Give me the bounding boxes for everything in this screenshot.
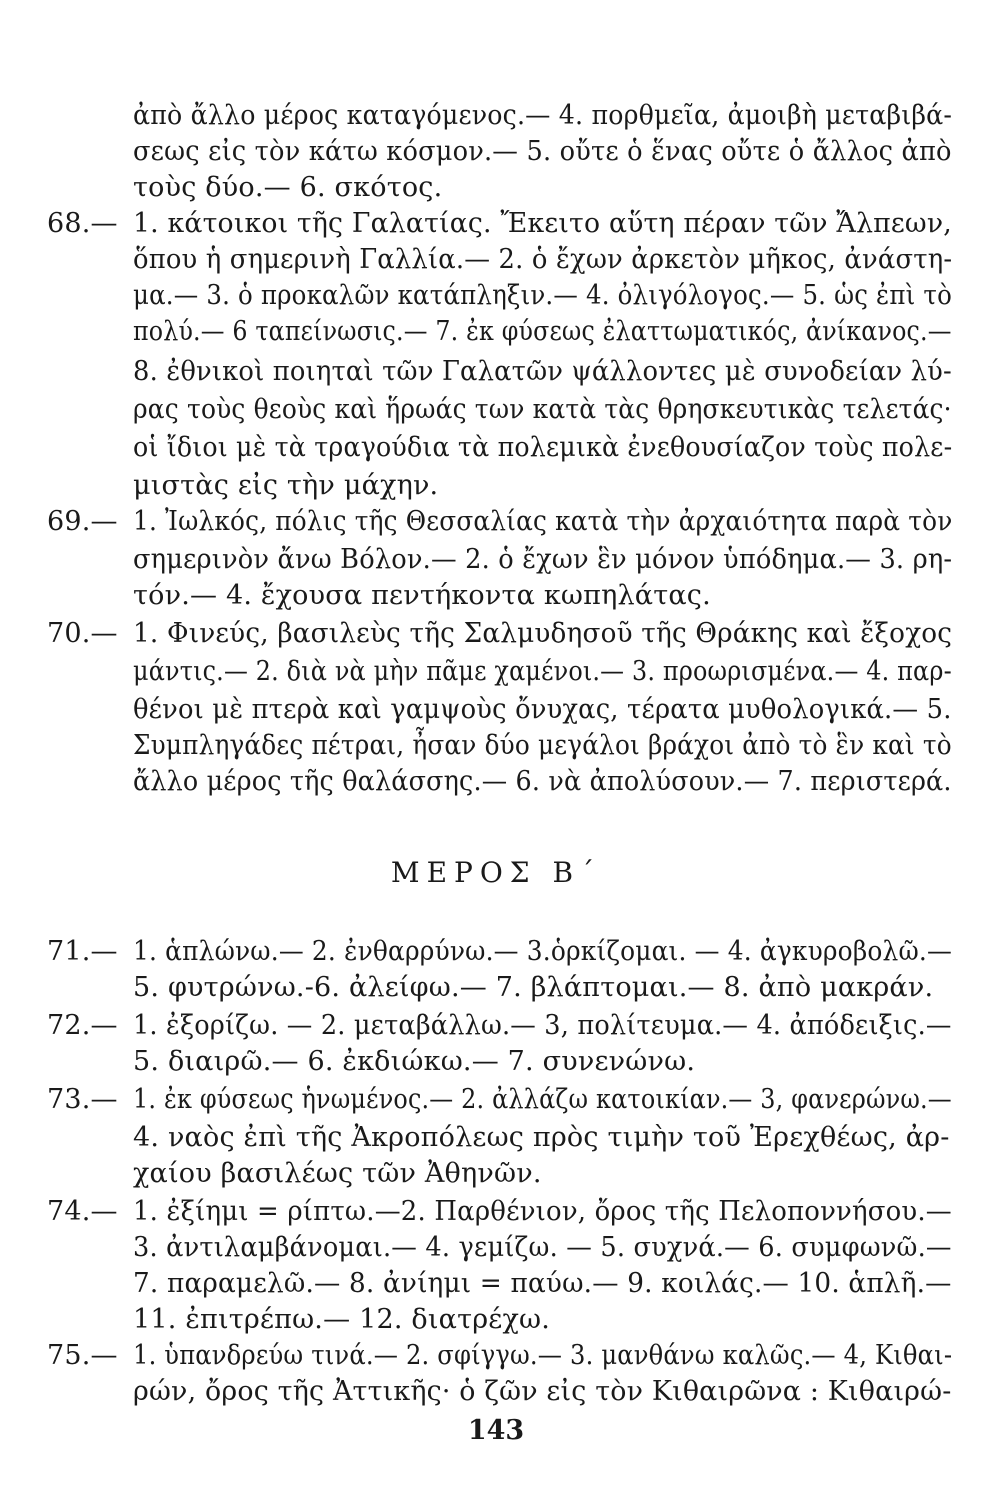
line-text: 1. κάτοικοι τῆς Γαλατίας. Ἔκειτο αὕτη πέραν τῶν Ἄλπεων, bbox=[133, 208, 952, 239]
line-text: θένοι μὲ πτερὰ καὶ γαμψοὺς ὄνυχας, τέρατα μυθολογικά.— 5. bbox=[133, 694, 952, 725]
entry-number: 70.— bbox=[47, 618, 118, 649]
line-text: 5. διαιρῶ.— 6. ἐκδιώκω.— 7. συνενώνω. bbox=[133, 1046, 696, 1077]
line-text: ἄλλο μέρος τῆς θαλάσσης.— 6. νὰ ἀπολύσουν.— 7. περιστερά. bbox=[133, 766, 952, 797]
line-text: τόν.— 4. ἔχουσα πεντήκοντα κωπηλάτας. bbox=[133, 580, 711, 611]
line-text: 1. ἐκ φύσεως ἡνωμένος.— 2. ἀλλάζω κατοικίαν.— 3, φανερώνω.— bbox=[133, 1084, 952, 1115]
line-text: 8. ἐθνικοὶ ποιηταὶ τῶν Γαλατῶν ψάλλοντες μὲ συνοδείαν λύ- bbox=[133, 356, 952, 387]
page-number: 143 bbox=[467, 1415, 525, 1446]
line-text: 1. ἁπλώνω.— 2. ἐνθαρρύνω.— 3.ὁρκίζομαι. — 4. ἀγκυροβολῶ.— bbox=[133, 936, 952, 967]
entry-number: 69.— bbox=[47, 506, 118, 537]
entry-number: 73.— bbox=[47, 1084, 118, 1115]
entry-number: 72.— bbox=[47, 1010, 118, 1041]
line-text: 5. φυτρώνω.-6. ἀλείφω.— 7. βλάπτομαι.— 8. ἀπὸ μακράν. bbox=[133, 972, 934, 1003]
entry-number: 75.— bbox=[47, 1340, 118, 1371]
line-text: ρών, ὄρος τῆς Ἀττικῆς· ὁ ζῶν εἰς τὸν Κιθαιρῶνα : Κιθαιρώ- bbox=[133, 1376, 952, 1407]
line-text: 1. ὑπανδρεύω τινά.— 2. σφίγγω.— 3. μανθάνω καλῶς.— 4, Κιθαι- bbox=[133, 1340, 953, 1371]
line-text: πολύ.— 6 ταπείνωσις.— 7. ἐκ φύσεως ἐλαττωματικός, ἀνίκανος.— bbox=[133, 316, 952, 347]
line-text: χαίου βασιλέως τῶν Ἀθηνῶν. bbox=[133, 1158, 542, 1189]
line-text: σεως εἰς τὸν κάτω κόσμον.— 5. οὔτε ὁ ἕνας οὔτε ὁ ἄλλος ἀπὸ bbox=[133, 136, 952, 167]
entry-number: 71.— bbox=[47, 936, 118, 967]
line-text: 4. ναὸς ἐπὶ τῆς Ἀκροπόλεως πρὸς τιμὴν τοῦ Ἐρεχθέως, ἀρ- bbox=[133, 1122, 950, 1153]
line-text: 7. παραμελῶ.— 8. ἀνίημι = παύω.— 9. κοιλάς.— 10. ἁπλῆ.— bbox=[133, 1268, 952, 1299]
section-heading: ΜΕΡΟΣ Β΄ bbox=[390, 856, 602, 889]
line-text: 1. Φινεύς, βασιλεὺς τῆς Σαλμυδησοῦ τῆς Θράκης καὶ ἔξοχος bbox=[133, 618, 953, 649]
line-text: σημερινὸν ἄνω Βόλον.— 2. ὁ ἔχων ἓν μόνον ὑπόδημα.— 3. ρη- bbox=[133, 544, 953, 575]
line-text: μάντις.— 2. διὰ νὰ μὴν πᾶμε χαμένοι.— 3. προωρισμένα.— 4. παρ- bbox=[133, 656, 952, 687]
line-text: οἱ ἴδιοι μὲ τὰ τραγούδια τὰ πολεμικὰ ἐνεθουσίαζον τοὺς πολε- bbox=[133, 432, 953, 463]
line-text: 1. ἐξορίζω. — 2. μεταβάλλω.— 3, πολίτευμα.— 4. ἀπόδειξις.— bbox=[133, 1010, 952, 1041]
line-text: μα.— 3. ὁ προκαλῶν κατάπληξιν.— 4. ὀλιγόλογος.— 5. ὡς ἐπὶ τὸ bbox=[133, 280, 952, 311]
line-text: 1. Ἰωλκός, πόλις τῆς Θεσσαλίας κατὰ τὴν ἀρχαιότητα παρὰ τὸν bbox=[133, 506, 953, 537]
line-text: ρας τοὺς θεοὺς καὶ ἥρωάς των κατὰ τὰς θρησκευτικὰς τελετάς· bbox=[133, 394, 952, 425]
line-text: τοὺς δύο.— 6. σκότος. bbox=[133, 172, 443, 203]
line-text: ἀπὸ ἄλλο μέρος καταγόμενος.— 4. πορθμεῖα, ἀμοιβὴ μεταβιβά- bbox=[133, 100, 953, 131]
line-text: 11. ἐπιτρέπω.— 12. διατρέχω. bbox=[133, 1304, 551, 1335]
entry-number: 68.— bbox=[47, 208, 118, 239]
line-text: 1. ἐξίημι = ρίπτω.—2. Παρθένιον, ὄρος τῆς Πελοποννήσου.— bbox=[133, 1196, 952, 1227]
line-text: 3. ἀντιλαμβάνομαι.— 4. γεμίζω. — 5. συχνά.— 6. συμφωνῶ.— bbox=[133, 1232, 952, 1263]
line-text: Συμπληγάδες πέτραι, ἦσαν δύο μεγάλοι βράχοι ἀπὸ τὸ ἓν καὶ τὸ bbox=[133, 730, 952, 761]
line-text: μιστὰς εἰς τὴν μάχην. bbox=[133, 470, 439, 501]
line-text: ὅπου ἡ σημερινὴ Γαλλία.— 2. ὁ ἔχων ἀρκετὸν μῆκος, ἀνάστη- bbox=[133, 244, 953, 275]
entry-number: 74.— bbox=[47, 1196, 118, 1227]
